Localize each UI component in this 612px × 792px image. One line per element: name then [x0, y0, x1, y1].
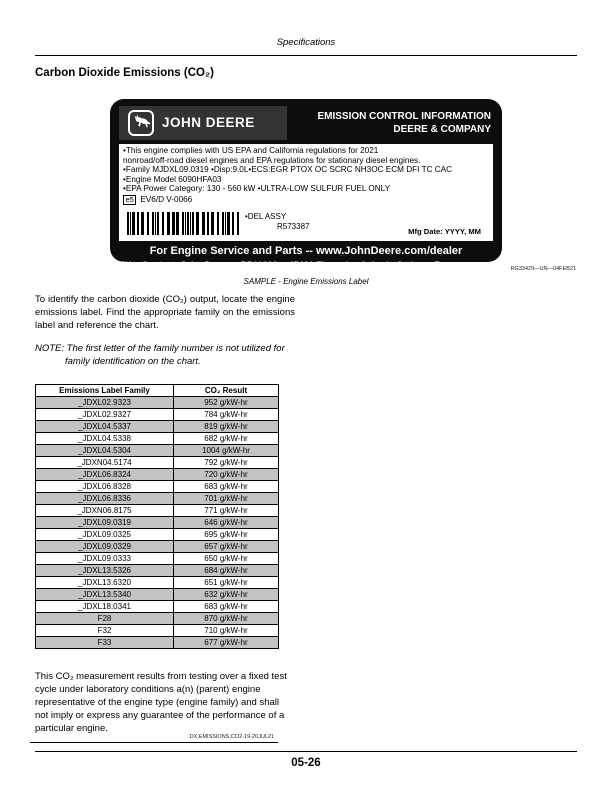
label-info-line: •Engine Model 6090HFA03 — [123, 174, 222, 184]
mfg-date: Mfg Date: YYYY, MM — [408, 226, 481, 236]
del-assy-block — [245, 212, 309, 231]
table-row — [36, 481, 279, 493]
emissions-table — [35, 384, 279, 649]
document-code: DX,EMISSIONS,CO2-19-20JUL21 — [30, 734, 278, 743]
note-paragraph: NOTE: The first letter of the family number is not utilized for family identification on the chart. — [35, 343, 285, 367]
label-header — [119, 103, 493, 142]
table-cell: _JDXL13.5326 — [36, 565, 174, 577]
table-cell: 701 g/kW-hr — [174, 493, 279, 505]
service-parts-line: For Engine Service and Parts -- www.JohnDeere.com/dealer — [149, 245, 463, 258]
table-cell: F32 — [36, 625, 174, 637]
table-row — [36, 589, 279, 601]
closing-paragraph: This CO₂ measurement results from testing over a fixed test cycle under laboratory conditions a(n) (parent) engine representative of the engine type (engine family) and shall not imply or express any guarantee of the performance of a particular engine. — [35, 671, 287, 734]
table-cell: 683 g/kW-hr — [174, 481, 279, 493]
page-title: Carbon Dioxide Emissions (CO₂) — [35, 67, 214, 79]
figure-reference-code: RG33429—UN—04FEB21 — [510, 266, 576, 272]
engine-emissions-label — [110, 99, 502, 271]
intro-paragraph: To identify the carbon dioxide (CO₂) output, locate the engine emissions label. Find the appropriate family on the emissions label and reference the chart. — [35, 294, 295, 331]
table-row — [36, 433, 279, 445]
eu-contact-text: Contact: John Deere -- BP11013 -- 45401 Fleury les Aubrais Cedex -- France — [141, 260, 464, 271]
table-cell: 792 g/kW-hr — [174, 457, 279, 469]
table-cell: _JDXL04.5304 — [36, 445, 174, 457]
table-cell: _JDXL13.5340 — [36, 589, 174, 601]
column-header-co2: CO₂ Result — [174, 385, 279, 397]
table-cell: _JDXL13.6320 — [36, 577, 174, 589]
table-cell: 952 g/kW-hr — [174, 397, 279, 409]
table-row — [36, 505, 279, 517]
table-row — [36, 421, 279, 433]
figure-caption: SAMPLE - Engine Emissions Label — [243, 277, 369, 286]
table-cell: _JDXL09.0333 — [36, 553, 174, 565]
label-info-line: nonroad/off-road diesel engines and EPA regulations for stationary diesel engines. — [123, 155, 421, 165]
table-row — [36, 565, 279, 577]
table-row — [36, 517, 279, 529]
running-head: Specifications — [276, 37, 336, 48]
table-cell: 677 g/kW-hr — [174, 637, 279, 649]
table-row — [36, 493, 279, 505]
table-cell: 1004 g/kW-hr — [174, 445, 279, 457]
table-cell: 819 g/kW-hr — [174, 421, 279, 433]
barcode-row — [123, 212, 489, 238]
header-rule — [35, 55, 577, 56]
eu-contact-line — [119, 257, 493, 270]
barcode-icon — [127, 212, 239, 235]
type-approval-number: EV6/D V-0066 — [140, 195, 193, 205]
table-cell: _JDXL18.0341 — [36, 601, 174, 613]
table-cell: _JDXL02.9327 — [36, 409, 174, 421]
table-cell: 646 g/kW-hr — [174, 517, 279, 529]
table-row — [36, 409, 279, 421]
table-cell: _JDXL06.8336 — [36, 493, 174, 505]
table-row — [36, 397, 279, 409]
label-info-lines — [123, 146, 489, 194]
table-header-row — [36, 385, 279, 397]
table-cell: 771 g/kW-hr — [174, 505, 279, 517]
label-body — [119, 144, 493, 241]
table-cell: 870 g/kW-hr — [174, 613, 279, 625]
table-cell: 650 g/kW-hr — [174, 553, 279, 565]
table-row — [36, 469, 279, 481]
label-info-line: •Family MJDXL09.0319 •Disp:9.0L•ECS:EGR PTOX OC SCRC NH3OC ECM DFI TC CAC — [123, 165, 453, 175]
type-approval-row — [123, 195, 489, 206]
table-cell: F33 — [36, 637, 174, 649]
emission-control-info-line: EMISSION CONTROL INFORMATION — [317, 110, 491, 122]
table-cell: F28 — [36, 613, 174, 625]
john-deere-logo — [119, 106, 287, 140]
table-row — [36, 445, 279, 457]
table-cell: _JDXL09.0329 — [36, 541, 174, 553]
table-cell: 682 g/kW-hr — [174, 433, 279, 445]
table-cell: 695 g/kW-hr — [174, 529, 279, 541]
emissions-table-wrap — [35, 384, 279, 649]
e-mark: e5 — [123, 195, 136, 206]
table-cell: _JDXN06.8175 — [36, 505, 174, 517]
table-cell: 784 g/kW-hr — [174, 409, 279, 421]
table-cell: 720 g/kW-hr — [174, 469, 279, 481]
table-row — [36, 577, 279, 589]
table-cell: 657 g/kW-hr — [174, 541, 279, 553]
label-info-line: •This engine complies with US EPA and California regulations for 2021 — [123, 146, 379, 155]
page-number: 05-26 — [291, 757, 321, 769]
table-cell: 684 g/kW-hr — [174, 565, 279, 577]
emissions-table-body — [36, 397, 279, 649]
label-part-number: R573387 — [277, 221, 310, 231]
label-header-right — [317, 110, 493, 136]
table-cell: 651 g/kW-hr — [174, 577, 279, 589]
table-cell: 632 g/kW-hr — [174, 589, 279, 601]
table-cell: _JDXL09.0319 — [36, 517, 174, 529]
table-cell: _JDXL09.0325 — [36, 529, 174, 541]
table-cell: 683 g/kW-hr — [174, 601, 279, 613]
table-row — [36, 553, 279, 565]
footer-rule — [35, 751, 577, 752]
label-info-line: •EPA Power Category: 130 - 560 kW •ULTRA-LOW SULFUR FUEL ONLY — [123, 184, 391, 194]
table-row — [36, 625, 279, 637]
table-row — [36, 637, 279, 649]
table-row — [36, 457, 279, 469]
table-cell: _JDXL02.9323 — [36, 397, 174, 409]
table-cell: _JDXL06.8324 — [36, 469, 174, 481]
leaping-deer-icon — [128, 110, 154, 136]
table-row — [36, 601, 279, 613]
table-row — [36, 541, 279, 553]
table-cell: _JDXN04.5174 — [36, 457, 174, 469]
del-assy-text: •DEL ASSY — [245, 212, 287, 222]
table-cell: _JDXL04.5337 — [36, 421, 174, 433]
table-row — [36, 613, 279, 625]
table-row — [36, 529, 279, 541]
deere-company-line: DEERE & COMPANY — [393, 123, 491, 135]
table-cell: _JDXL06.8328 — [36, 481, 174, 493]
brand-name: JOHN DEERE — [162, 115, 255, 130]
column-header-family: Emissions Label Family — [36, 385, 174, 397]
table-cell: 710 g/kW-hr — [174, 625, 279, 637]
table-cell: _JDXL04.5338 — [36, 433, 174, 445]
eu-prefix: EU — [119, 260, 132, 271]
